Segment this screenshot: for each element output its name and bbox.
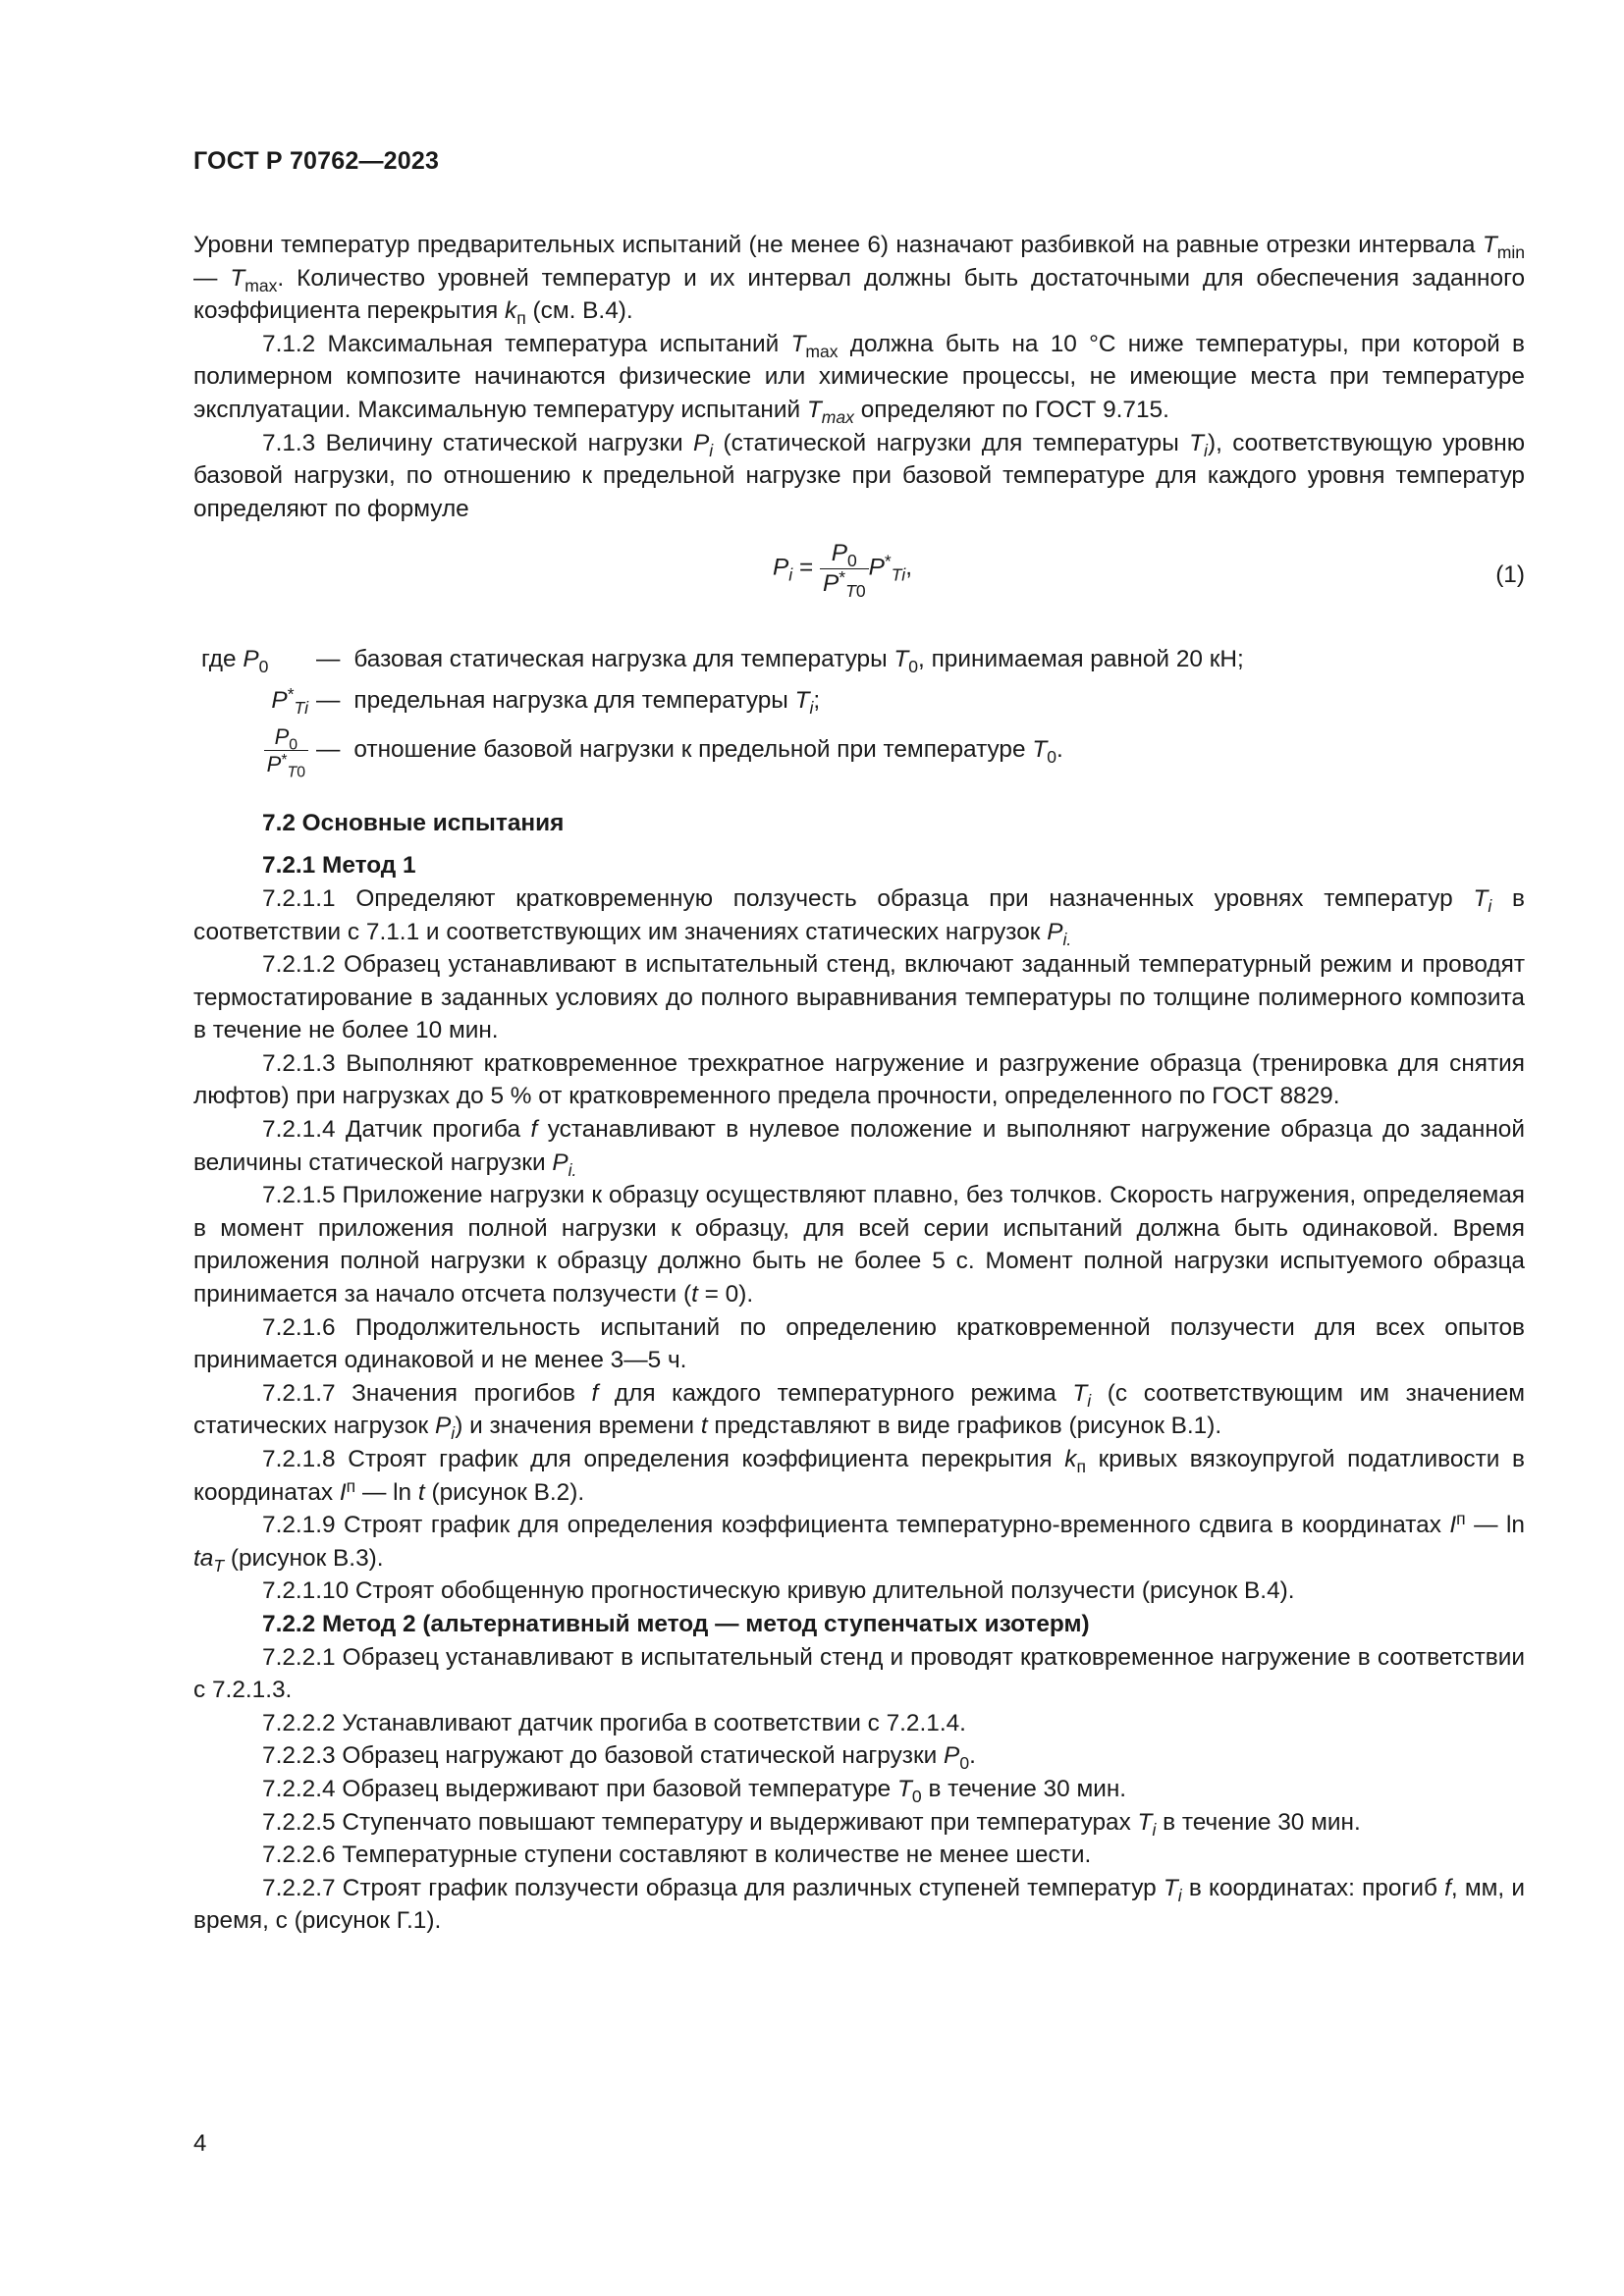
paragraph-7-2-2-2: 7.2.2.2 Устанавливают датчик прогиба в соответствии с 7.2.1.4. bbox=[262, 1709, 966, 1736]
paragraph-7-2-1-2: 7.2.1.2 Образец устанавливают в испытательный стенд, включают заданный температурный режим и проводят термостатирование в заданных условиях до полного выравнивания температуры по толщине полимерного композита в течение не более 10 мин. bbox=[193, 951, 1525, 1044]
paragraph-7-2-1-9: 7.2.1.9 Строят график для определения коэффициента температурно-временного сдвига в координатах $I^п$ — $\ln ta_T$ (рисунок В.3). bbox=[193, 1509, 1525, 1575]
paragraph-7-2-1-8: 7.2.1.8 Строят график для определения коэффициента перекрытия $k_п$ кривых вязкоупругой податливости в координатах $I^п$ — ln t (рисунок В.2). bbox=[193, 1446, 1525, 1506]
paragraph-7-2-2-1: 7.2.2.1 Образец устанавливают в испытательный стенд и проводят кратковременное нагружение в соответствии с 7.2.1.3. bbox=[193, 1643, 1525, 1704]
section-7-2-title: 7.2 Основные испытания bbox=[262, 809, 565, 836]
where-item-pti: $P^*_{Ti}$ — предельная нагрузка для температуры $T_i$; bbox=[271, 684, 821, 719]
document-body bbox=[193, 229, 1525, 1938]
paragraph-7-2-1-4: 7.2.1.4 Датчик прогиба f устанавливают в нулевое положение и выполняют нагружение образца до заданной величины статической нагрузки $P_{i.}$ bbox=[193, 1116, 1525, 1180]
formula-1 bbox=[193, 537, 1525, 625]
paragraph-7-2-1-10: 7.2.1.10 Строят обобщенную прогностическую кривую длительной ползучести (рисунок В.4). bbox=[262, 1577, 1295, 1605]
paragraph-7-2-2-3: 7.2.2.3 Образец нагружают до базовой статической нагрузки $P_0$. bbox=[262, 1742, 976, 1774]
document-header: ГОСТ Р 70762—2023 bbox=[193, 147, 440, 175]
paragraph-7-2-2-4: 7.2.2.4 Образец выдерживают при базовой температуре $T_0$ в течение 30 мин. bbox=[262, 1775, 1127, 1807]
formula-fraction: $\frac{P_0}{P^*_{T0}}$ bbox=[820, 541, 869, 596]
paragraph-7-2-2-5: 7.2.2.5 Ступенчато повышают температуру и выдерживают при температурах $T_i$ в течение 30 мин. bbox=[262, 1808, 1361, 1840]
formula-expression: $P_i$ = $\frac{P_0}{P^*_{T0}}$ $P^*_{Ti}$, bbox=[773, 540, 912, 602]
section-7-2-2-title: 7.2.2 Метод 2 (альтернативный метод — метод ступенчатых изотерм) bbox=[262, 1610, 1090, 1637]
formula-number: (1) bbox=[1495, 561, 1525, 589]
paragraph-7-2-2-7: 7.2.2.7 Строят график ползучести образца для различных ступеней температур $T_i$ в координатах: прогиб f, мм, и время, с (рисунок Г.1). bbox=[193, 1874, 1525, 1935]
paragraph-7-1-3: 7.1.3 Величину статической нагрузки $P_i$ (статической нагрузки для температуры $T_i$), соответствующую уровню базовой нагрузки, по отношению к предельной нагрузке при базовой температуре для каждого уровня температур определяют по формуле bbox=[193, 429, 1525, 522]
paragraph-7-2-1-6: 7.2.1.6 Продолжительность испытаний по определению кратковременной ползучести для всех опытов принимается одинаковой и не менее 3—5 ч. bbox=[193, 1313, 1525, 1374]
paragraph-7-2-1-7: 7.2.1.7 Значения прогибов f для каждого температурного режима $T_i$ (с соответствующим им значением статических нагрузок $P_i$) и значения времени t представляют в виде графиков (рисунок В.1). bbox=[193, 1379, 1525, 1444]
section-7-2-1-title: 7.2.1 Метод 1 bbox=[262, 852, 416, 880]
paragraph-7-2-1-3: 7.2.1.3 Выполняют кратковременное трехкратное нагружение и разгружение образца (тренировка для снятия люфтов) при нагрузках до 5 % от кратковременного предела прочности, определенного по ГОСТ 8829. bbox=[193, 1049, 1525, 1110]
where-item-ratio: $\frac{P_0}{P^*_{T0}}$ — отношение базовой нагрузки к предельной при температуре $T_0$. bbox=[228, 725, 1525, 775]
paragraph-7-2-2-6: 7.2.2.6 Температурные ступени составляют в количестве не менее шести. bbox=[262, 1842, 1092, 1869]
page-number: 4 bbox=[193, 2130, 207, 2157]
where-list bbox=[193, 643, 1525, 781]
paragraph-7-2-1-1: 7.2.1.1 Определяют кратковременную ползучесть образца при назначенных уровнях температур $T_i$ в соответствии с 7.1.1 и соответствующих им значениях статических нагрузок $P_{i.}$ bbox=[193, 884, 1526, 949]
paragraph-7-2-1-5: 7.2.1.5 Приложение нагрузки к образцу осуществляют плавно, без толчков. Скорость нагружения, определяемая в момент приложения полной нагрузки к образцу, для всей серии испытаний должна быть одинаковой. Время приложения полной нагрузки к образцу должно быть не более 5 с. Момент полной нагрузки испытуемого образца принимается за начало отсчета ползучести (t = 0). bbox=[193, 1182, 1525, 1308]
where-item-p0: где $P_0$ — базовая статическая нагрузка для температуры $T_0$, принимаемая равной 20 кН; bbox=[201, 646, 1244, 677]
paragraph-7-1-2: 7.1.2 Максимальная температура испытаний $T_{max}$ должна быть на 10 °С ниже температуры, при которой в полимерном композите начинаются физические или химические процессы, не имеющие места при температуре эксплуатации. Максимальную температуру испытаний $T_{max}$ определяют по ГОСТ 9.715. bbox=[193, 330, 1526, 428]
paragraph-intro: Уровни температур предварительных испытаний (не менее 6) назначают разбивкой на равные отрезки интервала $T_{min}$ — $T_{max}$. Количество уровней температур и их интервал должны быть достаточными для обеспечения заданного коэффициента перекрытия $k_п$ (см. В.4). bbox=[193, 232, 1526, 329]
